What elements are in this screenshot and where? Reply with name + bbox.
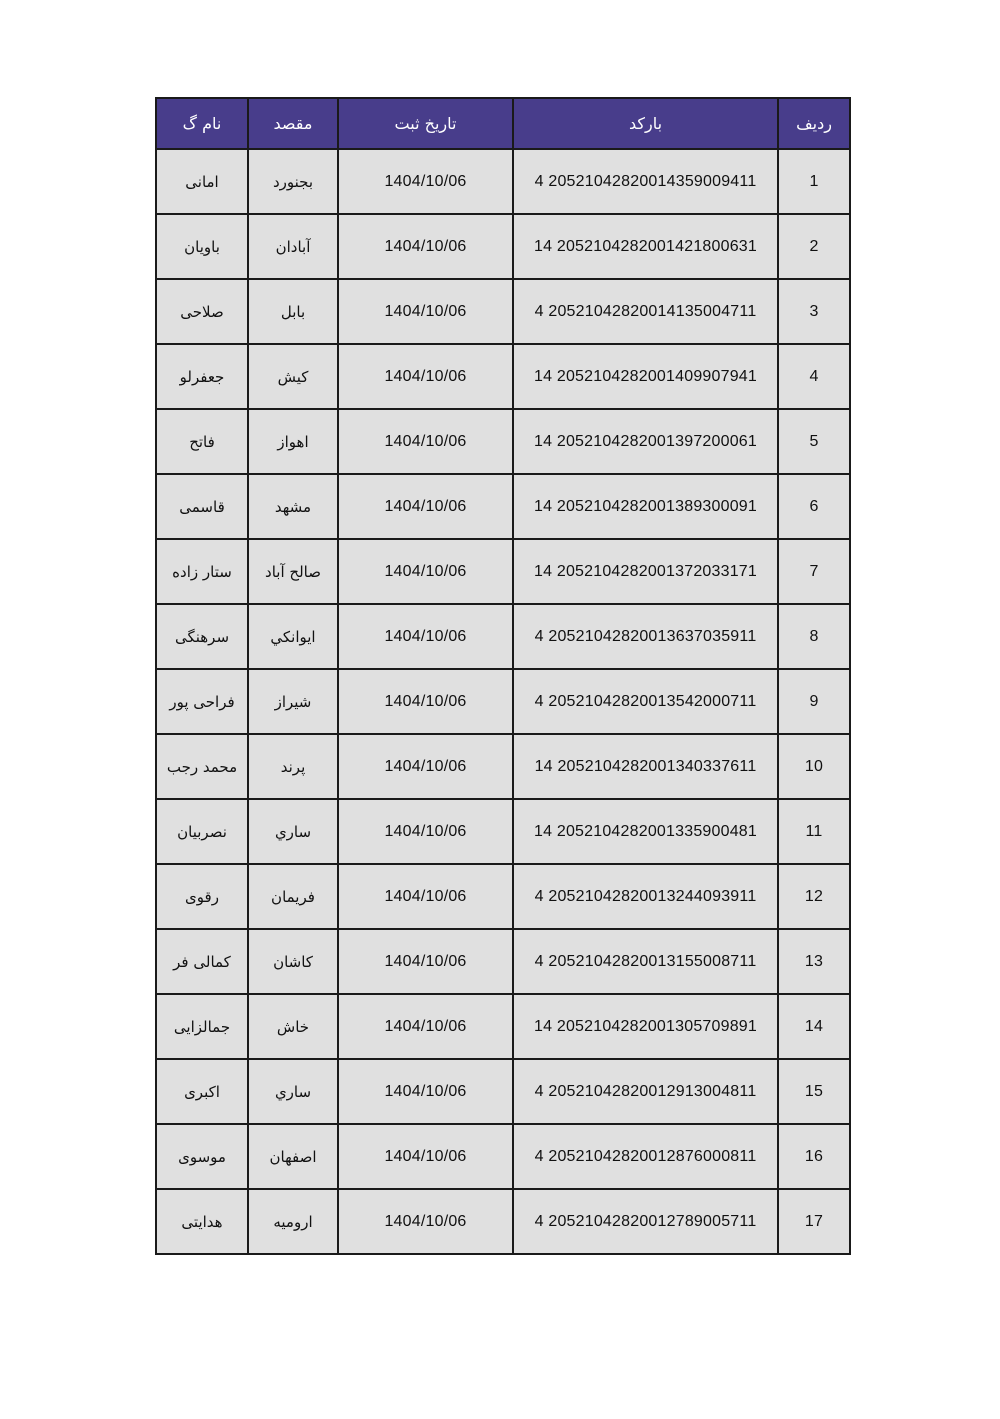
cell-row-number: 2	[778, 214, 850, 279]
cell-registration-date: 1404/10/06	[338, 344, 513, 409]
header-destination: مقصد	[248, 98, 338, 149]
cell-registration-date: 1404/10/06	[338, 1059, 513, 1124]
cell-destination: ایوانکي	[248, 604, 338, 669]
table-body	[156, 149, 850, 1254]
cell-row-number: 10	[778, 734, 850, 799]
table-row	[156, 1124, 850, 1189]
cell-row-number: 12	[778, 864, 850, 929]
cell-row-number: 16	[778, 1124, 850, 1189]
cell-name: اکبری	[156, 1059, 248, 1124]
cell-row-number: 5	[778, 409, 850, 474]
table-row	[156, 1189, 850, 1254]
cell-destination: ساري	[248, 799, 338, 864]
cell-name: موسوی	[156, 1124, 248, 1189]
table-row	[156, 929, 850, 994]
table-row	[156, 279, 850, 344]
cell-registration-date: 1404/10/06	[338, 1189, 513, 1254]
cell-destination: شیراز	[248, 669, 338, 734]
header-registration-date: تاریخ ثبت	[338, 98, 513, 149]
cell-row-number: 1	[778, 149, 850, 214]
cell-barcode: 20521042820012876000811 4	[513, 1124, 778, 1189]
cell-barcode: 20521042820012913004811 4	[513, 1059, 778, 1124]
cell-registration-date: 1404/10/06	[338, 409, 513, 474]
cell-barcode: 2052104282001335900481 14	[513, 799, 778, 864]
cell-destination: آبادان	[248, 214, 338, 279]
table-row	[156, 344, 850, 409]
cell-registration-date: 1404/10/06	[338, 864, 513, 929]
table-row	[156, 474, 850, 539]
cell-barcode: 20521042820013637035911 4	[513, 604, 778, 669]
cell-name: نصربیان	[156, 799, 248, 864]
cell-registration-date: 1404/10/06	[338, 604, 513, 669]
cell-name: محمد رجب	[156, 734, 248, 799]
cell-row-number: 14	[778, 994, 850, 1059]
cell-registration-date: 1404/10/06	[338, 1124, 513, 1189]
cell-destination: ساري	[248, 1059, 338, 1124]
cell-registration-date: 1404/10/06	[338, 474, 513, 539]
cell-row-number: 3	[778, 279, 850, 344]
cell-barcode: 2052104282001397200061 14	[513, 409, 778, 474]
cell-destination: خاش	[248, 994, 338, 1059]
cell-destination: کیش	[248, 344, 338, 409]
cell-name: صلاحی	[156, 279, 248, 344]
cell-barcode: 2052104282001340337611 14	[513, 734, 778, 799]
cell-row-number: 17	[778, 1189, 850, 1254]
table-row	[156, 994, 850, 1059]
cell-row-number: 7	[778, 539, 850, 604]
table-row	[156, 604, 850, 669]
cell-destination: اهواز	[248, 409, 338, 474]
header-row	[156, 98, 850, 149]
cell-destination: بابل	[248, 279, 338, 344]
table-row	[156, 149, 850, 214]
cell-registration-date: 1404/10/06	[338, 994, 513, 1059]
cell-name: هدایتی	[156, 1189, 248, 1254]
cell-barcode: 20521042820012789005711 4	[513, 1189, 778, 1254]
cell-registration-date: 1404/10/06	[338, 539, 513, 604]
table-row	[156, 539, 850, 604]
cell-destination: کاشان	[248, 929, 338, 994]
shipments-table	[155, 97, 851, 1255]
cell-row-number: 15	[778, 1059, 850, 1124]
cell-row-number: 13	[778, 929, 850, 994]
cell-destination: اصفهان	[248, 1124, 338, 1189]
cell-barcode: 2052104282001409907941 14	[513, 344, 778, 409]
shipment-sheet	[155, 97, 849, 1255]
table-row	[156, 799, 850, 864]
cell-registration-date: 1404/10/06	[338, 149, 513, 214]
cell-row-number: 9	[778, 669, 850, 734]
cell-destination: فریمان	[248, 864, 338, 929]
cell-barcode: 20521042820014135004711 4	[513, 279, 778, 344]
cell-row-number: 6	[778, 474, 850, 539]
cell-registration-date: 1404/10/06	[338, 669, 513, 734]
cell-registration-date: 1404/10/06	[338, 279, 513, 344]
cell-row-number: 8	[778, 604, 850, 669]
cell-destination: مشهد	[248, 474, 338, 539]
header-name: نام گ	[156, 98, 248, 149]
cell-name: کمالی فر	[156, 929, 248, 994]
cell-name: سرهنگی	[156, 604, 248, 669]
table-row	[156, 409, 850, 474]
cell-destination: ارومیه	[248, 1189, 338, 1254]
cell-registration-date: 1404/10/06	[338, 214, 513, 279]
cell-row-number: 11	[778, 799, 850, 864]
header-barcode: بارکد	[513, 98, 778, 149]
cell-destination: پرند	[248, 734, 338, 799]
cell-barcode: 20521042820014359009411 4	[513, 149, 778, 214]
cell-row-number: 4	[778, 344, 850, 409]
cell-name: امانی	[156, 149, 248, 214]
cell-destination: صالح آباد	[248, 539, 338, 604]
cell-barcode: 20521042820013244093911 4	[513, 864, 778, 929]
cell-barcode: 20521042820013542000711 4	[513, 669, 778, 734]
cell-name: رقوی	[156, 864, 248, 929]
table-row	[156, 734, 850, 799]
cell-registration-date: 1404/10/06	[338, 929, 513, 994]
cell-barcode: 2052104282001305709891 14	[513, 994, 778, 1059]
cell-barcode: 20521042820013155008711 4	[513, 929, 778, 994]
cell-barcode: 2052104282001372033171 14	[513, 539, 778, 604]
table-row	[156, 864, 850, 929]
cell-name: باویان	[156, 214, 248, 279]
cell-name: فراحی پور	[156, 669, 248, 734]
cell-name: قاسمی	[156, 474, 248, 539]
table-row	[156, 214, 850, 279]
table-row	[156, 669, 850, 734]
cell-destination: بجنورد	[248, 149, 338, 214]
cell-name: فاتح	[156, 409, 248, 474]
cell-name: ستار زاده	[156, 539, 248, 604]
cell-registration-date: 1404/10/06	[338, 799, 513, 864]
cell-registration-date: 1404/10/06	[338, 734, 513, 799]
cell-barcode: 2052104282001389300091 14	[513, 474, 778, 539]
table-row	[156, 1059, 850, 1124]
cell-name: جعفرلو	[156, 344, 248, 409]
cell-name: جمالزایی	[156, 994, 248, 1059]
header-row-number: ردیف	[778, 98, 850, 149]
cell-barcode: 2052104282001421800631 14	[513, 214, 778, 279]
